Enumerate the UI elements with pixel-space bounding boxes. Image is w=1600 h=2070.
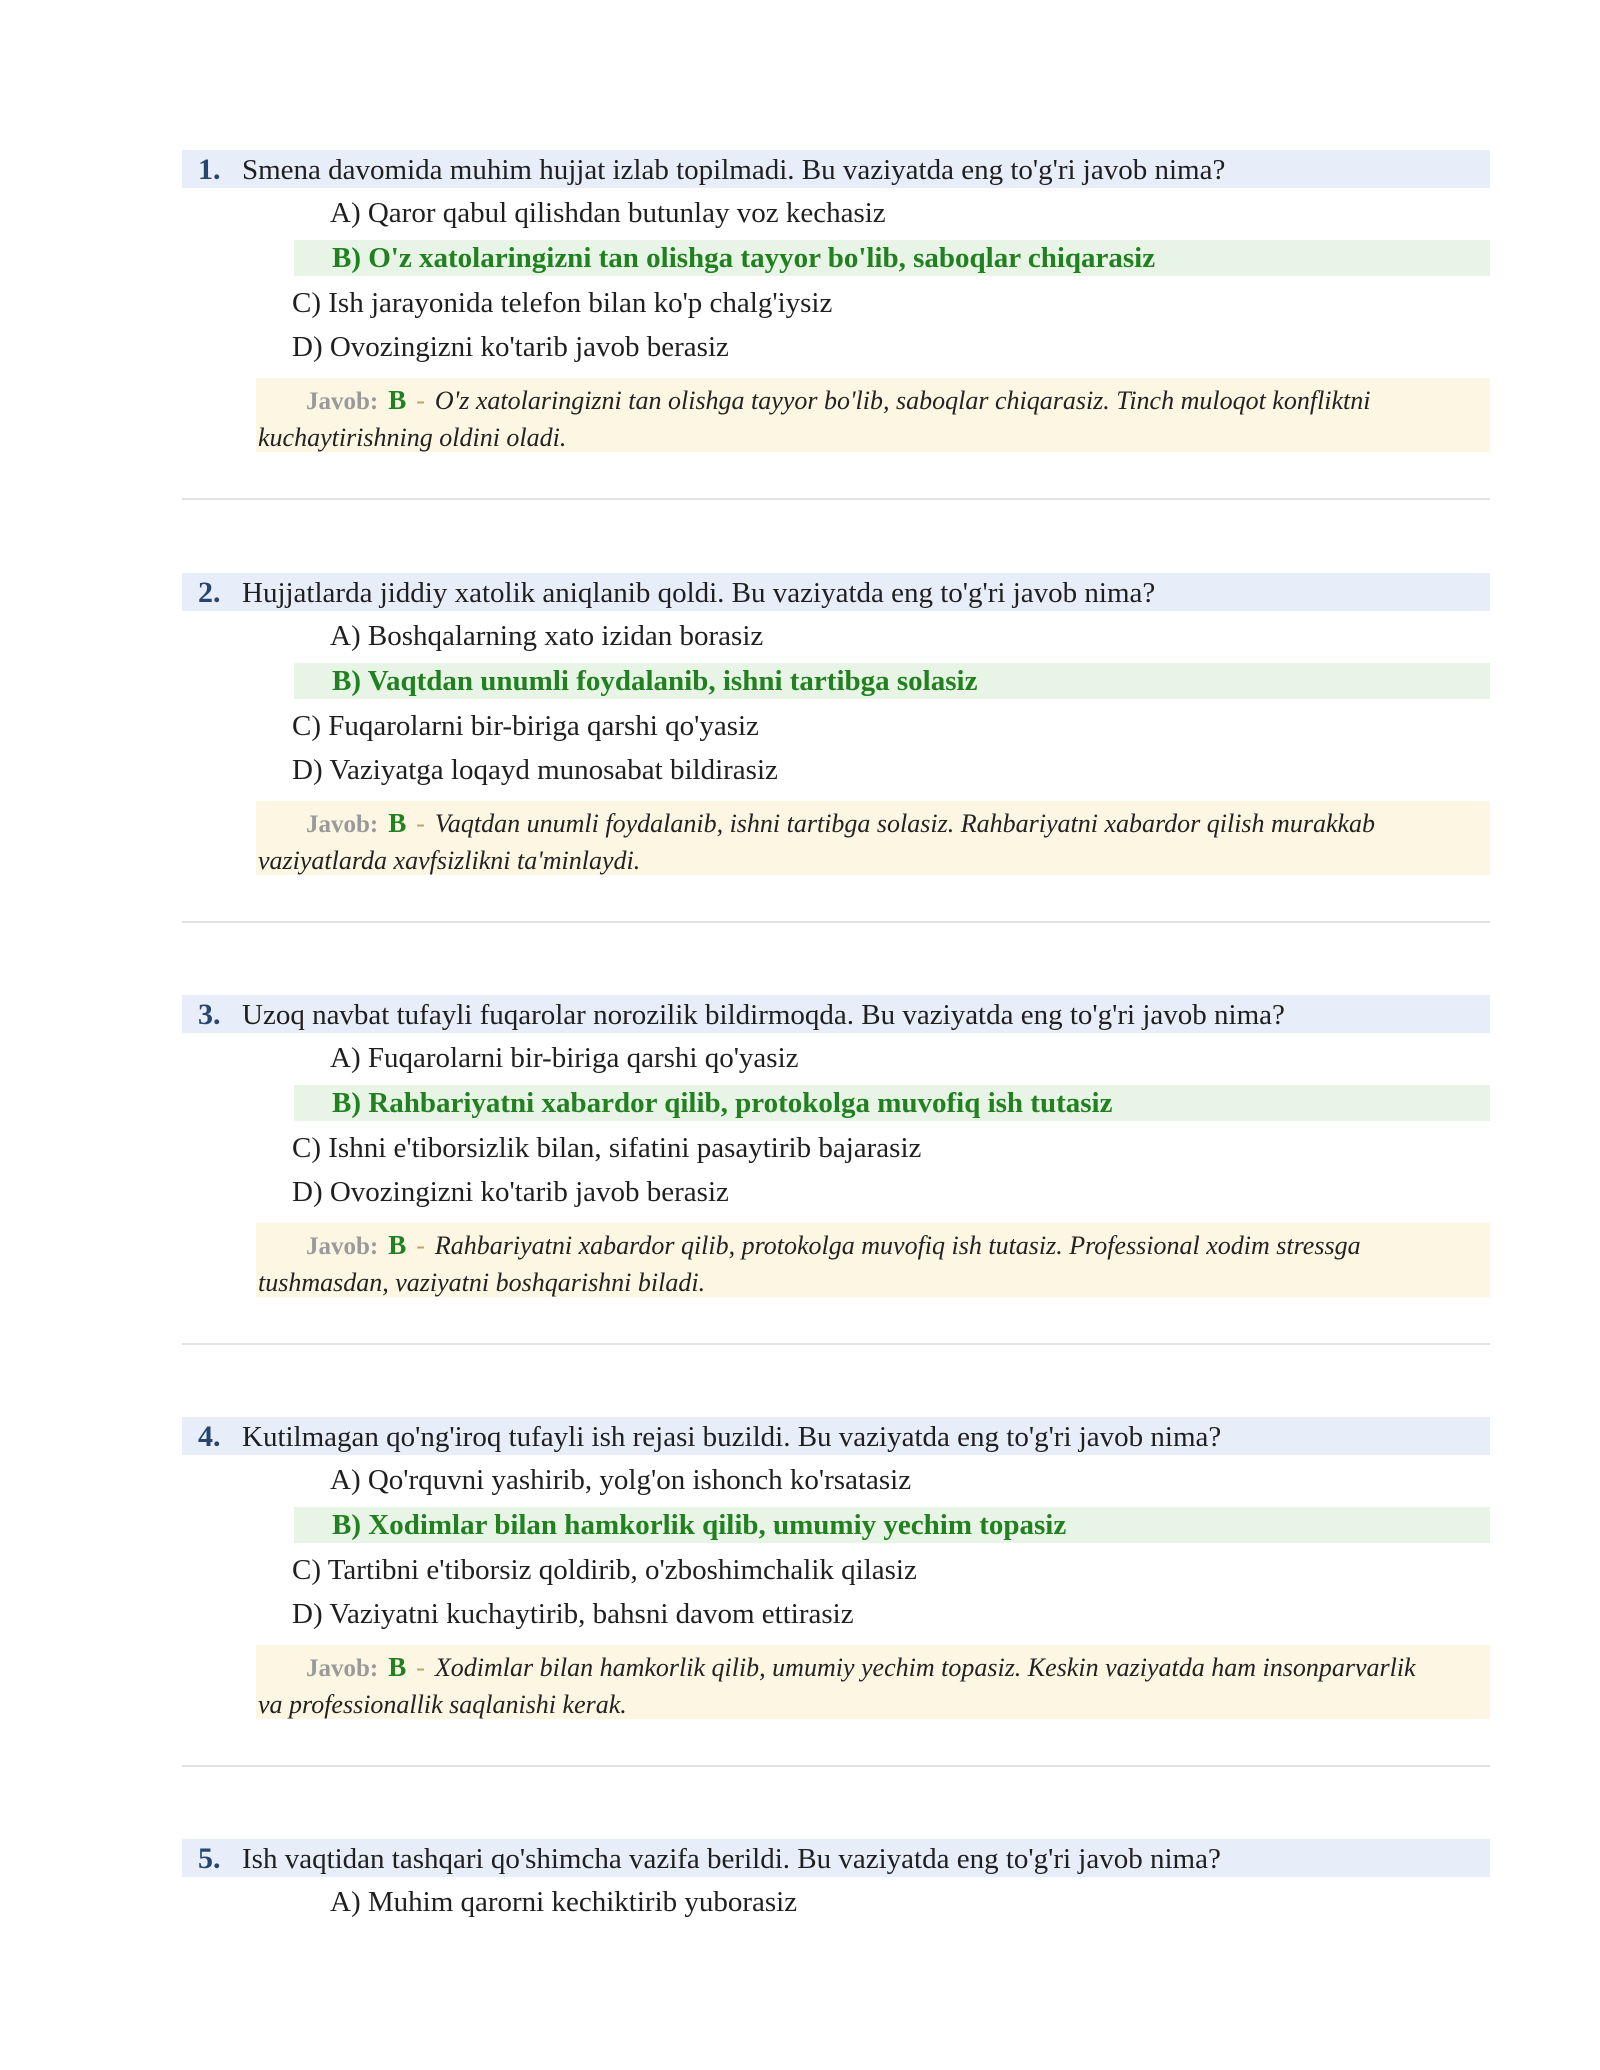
answer-letter: B (388, 1652, 407, 1682)
answer-explanation (258, 382, 1428, 456)
answer-letter: B (388, 385, 407, 415)
option-b-correct: B) O'z xatolaringizni tan olishga tayyor bo'lib, saboqlar chiqarasiz (332, 242, 1156, 274)
option-d: D) Vaziyatni kuchaytirib, bahsni davom ettirasiz (292, 1598, 854, 1630)
option-b-correct: B) Rahbariyatni xabardor qilib, protokolga muvofiq ish tutasiz (332, 1087, 1113, 1119)
answer-dash: - (416, 1653, 425, 1682)
answer-label: Javob: (306, 1655, 379, 1682)
question-number: 1. (198, 153, 221, 186)
answer-text: O'z xatolaringizni tan olishga tayyor bo'lib, saboqlar chiqarasiz. Tinch muloqot konfliktni kuchaytirishning oldini oladi. (258, 386, 1371, 452)
question-block (0, 573, 1600, 993)
question-text: Uzoq navbat tufayli fuqarolar norozilik bildirmoqda. Bu vaziyatda eng to'g'ri javob nima? (242, 999, 1285, 1031)
answer-label: Javob: (306, 811, 379, 838)
question-block (0, 1417, 1600, 1837)
question-text: Kutilmagan qo'ng'iroq tufayli ish rejasi buzildi. Bu vaziyatda eng to'g'ri javob nima? (242, 1421, 1222, 1453)
option-a: A) Muhim qarorni kechiktirib yuborasiz (330, 1886, 798, 1918)
option-a: A) Qo'rquvni yashirib, yolg'on ishonch ko'rsatasiz (330, 1464, 912, 1496)
option-d: D) Ovozingizni ko'tarib javob berasiz (292, 1176, 729, 1208)
answer-letter: B (388, 808, 407, 838)
section-divider (182, 1343, 1490, 1345)
question-block (0, 1839, 1600, 1959)
answer-dash: - (416, 386, 425, 415)
answer-dash: - (416, 809, 425, 838)
option-b-correct: B) Xodimlar bilan hamkorlik qilib, umumiy yechim topasiz (332, 1509, 1067, 1541)
option-c: C) Ish jarayonida telefon bilan ko'p chalg'iysiz (292, 287, 833, 319)
question-text: Smena davomida muhim hujjat izlab topilmadi. Bu vaziyatda eng to'g'ri javob nima? (242, 154, 1226, 186)
question-text: Hujjatlarda jiddiy xatolik aniqlanib qoldi. Bu vaziyatda eng to'g'ri javob nima? (242, 577, 1156, 609)
question-number: 4. (198, 1420, 221, 1453)
section-divider (182, 498, 1490, 500)
option-d: D) Ovozingizni ko'tarib javob berasiz (292, 331, 729, 363)
option-d: D) Vaziyatga loqayd munosabat bildirasiz (292, 754, 778, 786)
answer-letter: B (388, 1230, 407, 1260)
answer-text: Xodimlar bilan hamkorlik qilib, umumiy yechim topasiz. Keskin vaziyatda ham insonparvarlik va professionallik saqlanishi kerak. (258, 1653, 1416, 1719)
option-a: A) Fuqarolarni bir-biriga qarshi qo'yasiz (330, 1042, 799, 1074)
question-block (0, 995, 1600, 1415)
option-a: A) Boshqalarning xato izidan borasiz (330, 620, 764, 652)
answer-explanation (258, 805, 1428, 879)
option-c: C) Tartibni e'tiborsiz qoldirib, o'zboshimchalik qilasiz (292, 1554, 917, 1586)
answer-label: Javob: (306, 1233, 379, 1260)
question-text: Ish vaqtidan tashqari qo'shimcha vazifa berildi. Bu vaziyatda eng to'g'ri javob nima? (242, 1843, 1221, 1875)
answer-explanation (258, 1227, 1428, 1301)
section-divider (182, 921, 1490, 923)
answer-explanation (258, 1649, 1428, 1723)
section-divider (182, 1765, 1490, 1767)
option-c: C) Fuqarolarni bir-biriga qarshi qo'yasiz (292, 710, 759, 742)
question-number: 5. (198, 1842, 221, 1875)
question-block (0, 150, 1600, 570)
option-a: A) Qaror qabul qilishdan butunlay voz kechasiz (330, 197, 886, 229)
option-c: C) Ishni e'tiborsizlik bilan, sifatini pasaytirib bajarasiz (292, 1132, 922, 1164)
answer-text: Vaqtdan unumli foydalanib, ishni tartibga solasiz. Rahbariyatni xabardor qilish murakkab vaziyatlarda xavfsizlikni ta'minlaydi. (258, 809, 1376, 875)
option-b-correct: B) Vaqtdan unumli foydalanib, ishni tartibga solasiz (332, 665, 978, 697)
answer-text: Rahbariyatni xabardor qilib, protokolga muvofiq ish tutasiz. Professional xodim stressga tushmasdan, vaziyatni boshqarishni biladi. (258, 1231, 1361, 1297)
answer-dash: - (416, 1231, 425, 1260)
question-number: 2. (198, 576, 221, 609)
question-number: 3. (198, 998, 221, 1031)
answer-label: Javob: (306, 388, 379, 415)
